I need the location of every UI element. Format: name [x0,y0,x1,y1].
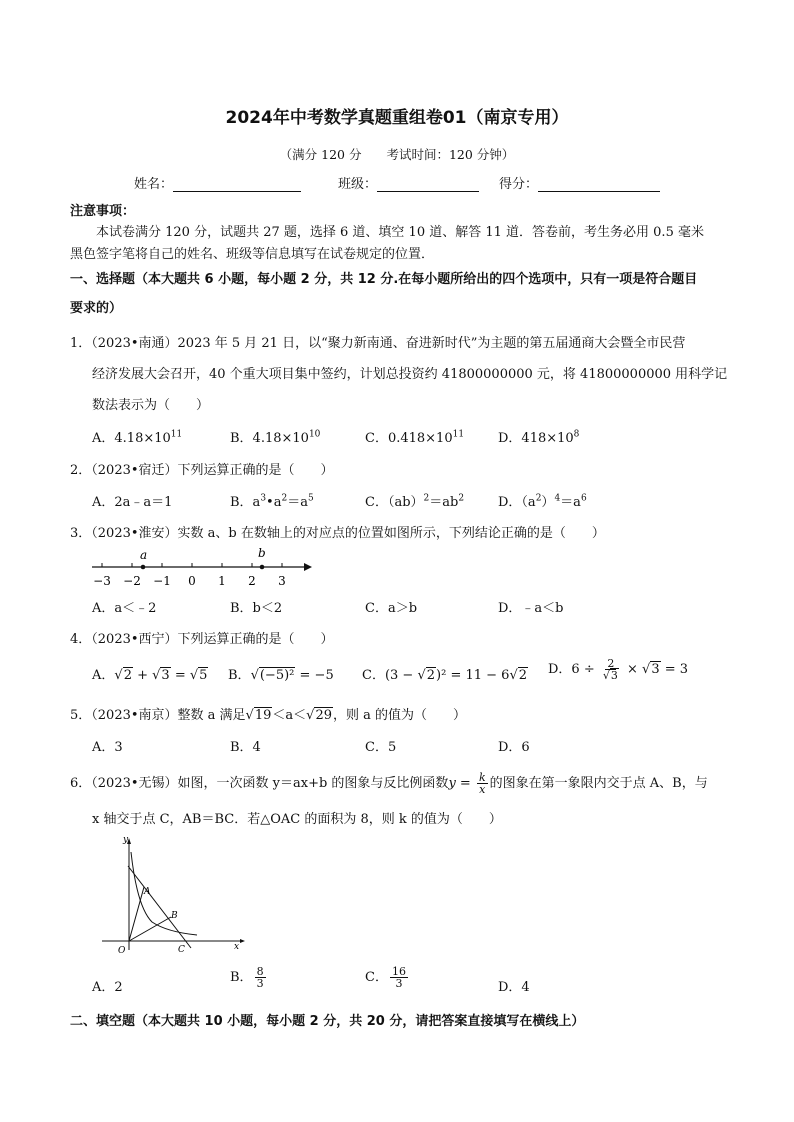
q6-option-d[interactable]: D．4 [498,980,530,995]
q4-option-b[interactable]: B．√(−5)² = −5 [228,668,334,683]
point-b-label: b [258,546,266,560]
q1-option-b[interactable]: B．$4.18\times 10^{10}$ [230,429,321,446]
q3-stem: 3．（2023•淮安）实数 a、b 在数轴上的对应点的位置如图所示，下列结论正确的是（ ） [70,526,605,541]
q3-number-line [86,545,316,595]
notice-heading: 注意事项： [70,204,136,219]
q4-stem: 4．（2023•西宁）下列运算正确的是（ ） [70,632,334,647]
exam-subtitle: （满分 120 分 考试时间：120 分钟） [279,147,515,162]
q4-option-d[interactable]: D．6 ÷ $\frac{2}{√3}$ × √3 = 3 [548,657,689,682]
q4-option-c[interactable]: C．(3 − √2)² = 11 − 6√2 [362,668,528,683]
q3-option-c[interactable]: C．a＞b [365,601,418,616]
q5-option-a[interactable]: A．3 [92,740,123,755]
class-field[interactable] [338,173,479,192]
q2-option-a[interactable]: A．2a﹣a＝1 [92,495,173,510]
point-a-label: a [140,548,148,562]
a-label: A [144,887,151,897]
name-field[interactable] [134,173,301,192]
q1-line-2: 经济发展大会召开，40 个重大项目集中签约，计划总投资约 41800000000 元，将 41800000000 用科学记 [92,367,728,382]
q6-line-2: x 轴交于点 C，AB＝BC．若△OAC 的面积为 8，则 k 的值为（ ） [92,812,502,827]
q2-option-b[interactable]: B．$a^3•a^2=a^5$ [230,493,314,510]
q1-option-c[interactable]: C．$0.418\times 10^{11}$ [365,429,465,446]
q1-line-1: 1．（2023•南通）2023 年 5 月 21 日，以“聚力新南通、奋进新时代”为主题的第五届通商大会暨全市民营 [70,336,686,351]
q5-stem: 5．（2023•南京）整数 a 满足√19＜a＜√29，则 a 的值为（ ） [70,708,467,723]
q5-option-c[interactable]: C．5 [365,740,397,755]
notice-line-2: 黑色签字笔将自己的姓名、班级等信息填写在试卷规定的位置． [70,247,435,262]
segment-oa [129,887,144,941]
q3-option-a[interactable]: A．a＜﹣2 [92,601,157,616]
point-b-marker [260,565,265,570]
axis-tick-label: −1 [153,574,171,588]
axis-tick-label: 1 [218,574,226,588]
x-label: x [234,942,240,952]
axis-tick-label: −2 [123,574,141,588]
axis-tick-label: 2 [248,574,256,588]
section1-heading-2: 要求的） [70,301,123,316]
q6-option-b[interactable]: B． $\frac{8}{3}$ [230,965,264,990]
q2-option-d[interactable]: D．$(a^2)^4=a^6$ [498,493,587,510]
class-label: 班级： [338,177,378,192]
page-title: 2024年中考数学真题重组卷01（南京专用） [225,108,569,128]
q6-line-1: 6．（2023•无锡）如图，一次函数 y＝ax+b 的图象与反比例函数y = $\frac{k}{x}$ 的图象在第一象限内交于点 A、B，与 [70,771,708,796]
q6-option-a[interactable]: A．2 [92,980,123,995]
q1-option-a[interactable]: A．$4.18\times 10^{11}$ [92,429,183,446]
score-field[interactable] [499,173,660,192]
score-label: 得分： [499,177,539,192]
section2-heading: 二、填空题（本大题共 10 小题，每小题 2 分，共 20 分，请把答案直接填写在横线上） [70,1014,585,1029]
axis-tick-label: 3 [278,574,286,588]
axis-tick-label: 0 [188,574,196,588]
q2-option-c[interactable]: C．$(ab)^2=ab^2$ [365,493,465,510]
section1-heading: 一、选择题（本大题共 6 小题，每小题 2 分，共 12 分.在每小题所给出的四个选项中，只有一项是符合题目 [70,272,698,287]
q3-option-d[interactable]: D．﹣a＜b [498,601,564,616]
q2-stem: 2．（2023•宿迁）下列运算正确的是（ ） [70,463,334,478]
hyperbola-curve [131,852,197,935]
q4-option-a[interactable]: A．√2 + √3 = √5 [92,668,208,683]
b-label: B [171,911,178,921]
q1-line-3: 数法表示为（ ） [92,398,210,413]
q5-option-b[interactable]: B．4 [230,740,261,755]
notice-line-1: 本试卷满分 120 分，试题共 27 题，选择 6 道、填空 10 道、解答 11 道．答卷前，考生务必用 0.5 毫米 [96,225,704,240]
c-label: C [178,945,185,955]
q5-option-d[interactable]: D．6 [498,740,530,755]
o-label: O [118,946,126,956]
q6-option-c[interactable]: C． $\frac{16}{3}$ [365,965,406,990]
name-label: 姓名： [134,177,174,192]
q6-graph [92,832,252,957]
axis-tick-label: −3 [93,574,111,588]
point-a-marker [141,565,146,570]
y-label: y [123,835,129,845]
q3-option-b[interactable]: B．b＜2 [230,601,283,616]
q1-option-d[interactable]: D．$418\times 10^8$ [498,429,580,446]
segment-ob [129,917,171,941]
